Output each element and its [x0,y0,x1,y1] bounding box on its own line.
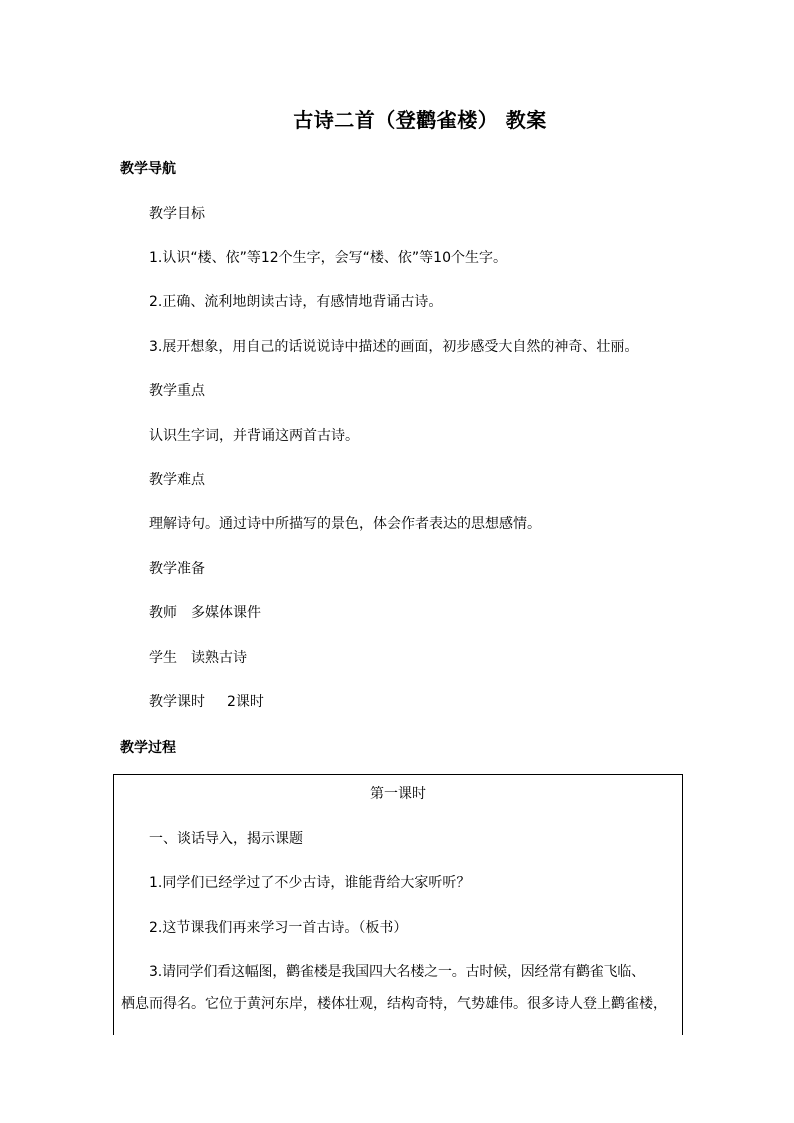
teaching-process-table [113,774,683,1035]
teaching-key-label: 教学重点 [149,383,205,399]
process-step-1-title: 一、谈话导入，揭示课题 [149,831,303,847]
process-item-1: 1.同学们已经学过了不少古诗，谁能背给大家听听？ [149,875,471,891]
teaching-hours-label: 教学课时 [149,694,205,710]
section-heading-teaching-process: 教学过程 [120,740,176,756]
teacher-label: 教师 [149,605,177,621]
process-item-3-line-1: 3.请同学们看这幅图，鹳雀楼是我国四大名楼之一。古时候，因经常有鹳雀飞临、 [149,964,645,980]
teaching-difficulty-label: 教学难点 [149,472,205,488]
teaching-goals-label: 教学目标 [149,206,205,222]
teaching-goal-2: 2.正确、流利地朗读古诗，有感情地背诵古诗。 [149,294,443,310]
process-item-3-line-2: 栖息而得名。它位于黄河东岸，楼体壮观，结构奇特，气势雄伟。很多诗人登上鹳雀楼， [121,996,667,1012]
teacher-prep-line [149,602,261,622]
teaching-key-text: 认识生字词，并背诵这两首古诗。 [149,428,359,444]
teaching-hours-text: 2课时 [227,694,264,710]
teaching-hours-line [149,691,264,711]
student-prep-text: 读熟古诗 [191,650,247,666]
document-title: 古诗二首（登鹳雀楼） 教案 [293,108,547,132]
process-item-2: 2.这节课我们再来学习一首古诗。（板书） [149,920,408,936]
student-prep-line [149,647,247,667]
teaching-goal-1: 1.认识“楼、依”等12个生字，会写“楼、依”等10个生字。 [149,250,507,266]
section-heading-teaching-navigation: 教学导航 [120,161,176,177]
lesson-title: 第一课时 [370,786,426,802]
teacher-prep-text: 多媒体课件 [191,605,261,621]
student-label: 学生 [149,650,177,666]
teaching-difficulty-text: 理解诗句。通过诗中所描写的景色，体会作者表达的思想感情。 [149,516,541,532]
teaching-prep-label: 教学准备 [149,561,205,577]
teaching-goal-3: 3.展开想象，用自己的话说说诗中描述的画面，初步感受大自然的神奇、壮丽。 [149,339,639,355]
